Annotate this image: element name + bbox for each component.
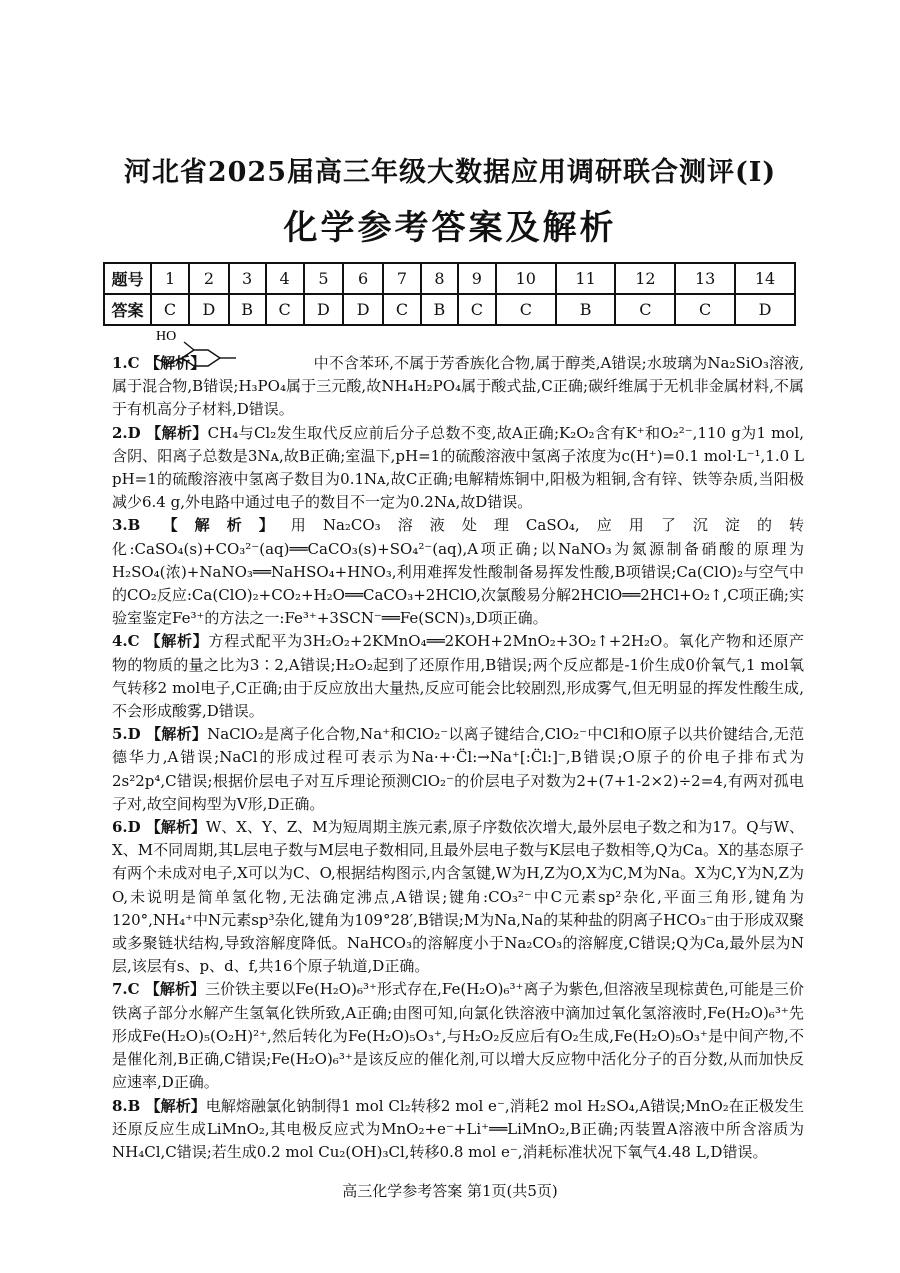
answer-table-number-cell: 5 <box>304 263 344 294</box>
answer-table-answer-cell: C <box>151 294 189 325</box>
molecule-figure <box>112 329 804 366</box>
question-text: 电解熔融氯化钠制得1 mol Cl₂转移2 mol e⁻,消耗2 mol H₂SO₄,A错误;MnO₂在正极发生还原反应生成LiMnO₂,其电极反应式为MnO₂+e⁻+Li⁺══LiMnO₂,B正确;丙装置A溶液中所含溶质为NH₄Cl,C错误;若生成0.2 mol Cu₂(OH)₃Cl,转移0.8 mol e⁻,消耗标准状况下氧气4.48 L,D错误。 <box>112 1096 805 1161</box>
question-explanation <box>112 978 804 1094</box>
question-head: 4.C 【解析】 <box>112 632 209 651</box>
question-text: 三价铁主要以Fe(H₂O)₆³⁺形式存在,Fe(H₂O)₆³⁺离子为紫色,但溶液呈现棕黄色,可能是三价铁离子部分水解产生氢氧化铁所致,A正确;由图可知,向氯化铁溶液中滴加过氧化氢溶液时,Fe(H₂O)₆³⁺先形成Fe(H₂O)₅(O₂H)²⁺,然后转化为Fe(H₂O)₅O₃⁺,与H₂O₂反应后有O₂生成,Fe(H₂O)₅O₃⁺是中间产物,不是催化剂,B正确,C错误;Fe(H₂O)₆³⁺是该反应的催化剂,可以增大反应物中活化分子的百分数,从而加快反应速率,D正确。 <box>112 980 804 1092</box>
document-subtitle: 化学参考答案及解析 <box>283 208 617 248</box>
answer-table-answer-cell: D <box>735 294 795 325</box>
page-footer: 高三化学参考答案 第1页(共5页) <box>342 1182 558 1200</box>
question-head: 3.B 【解析】 <box>112 516 291 535</box>
answer-table-number-cell: 8 <box>421 263 458 294</box>
answer-table-answer-cell: C <box>458 294 496 325</box>
answer-table-number-cell: 6 <box>343 263 383 294</box>
question-explanation <box>112 630 804 723</box>
answer-table-number-cell: 10 <box>496 263 556 294</box>
question-head: 1.C 【解析】 <box>112 354 206 372</box>
answer-table-number-row <box>104 263 795 294</box>
answer-table-answer-cell: C <box>675 294 735 325</box>
question-text: W、X、Y、Z、M为短周期主族元素,原子序数依次增大,最外层电子数之和为17。Q与W、X、M不同周期,其L层电子数与M层电子数相同,且最外层电子数与K层电子数相等,Q为Ca。X的基态原子有两个未成对电子,X可以为C、O,根据结构图示,内含氢键,W为H,Z为O,X为C,M为Na。X为C,Y为N,Z为O,未说明是简单氢化物,无法确定沸点,A错误;键角:CO₃²⁻中C元素sp²杂化,平面三角形,键角为120°,NH₄⁺中N元素sp³杂化,键角为109°28′,B错误;M为Na,Na的某种盐的阴离子HCO₃⁻由于形成双聚或多聚链状结构,导致溶解度降低。NaHCO₃的溶解度小于Na₂CO₃的溶解度,C错误;Q为Ca,最外层为N层,该层有s、p、d、f,共16个原子轨道,D正确。 <box>112 818 805 976</box>
question-head: 2.D 【解析】 <box>112 423 208 442</box>
question-list <box>112 352 804 1164</box>
question-text: NaClO₂是离子化合物,Na⁺和ClO₂⁻以离子键结合,ClO₂⁻中Cl和O原子以共价键结合,无范德华力,A错误;NaCl的形成过程可表示为Na·+·C̈l:→Na⁺[:C̈l:]⁻,B错误;O原子的价电子排布式为2s²2p⁴,C错误;根据价层电子对互斥理论预测ClO₂⁻的价层电子对数为2+(7+1-2×2)÷2=4,有两对孤电子对,故空间构型为V形,D正确。 <box>112 725 805 813</box>
answer-table-number-cell: 9 <box>458 263 496 294</box>
molecule-label: HO <box>156 329 177 344</box>
answer-table-number-cell: 14 <box>735 263 795 294</box>
question-explanation <box>112 514 804 630</box>
question-text: 中不含苯环,不属于芳香族化合物,属于醇类,A错误;水玻璃为Na₂SiO₃溶液,属于混合物,B错误;H₃PO₄属于三元酸,故NH₄H₂PO₄属于酸式盐,C正确;碳纤维属于无机非金属材料,不属于有机高分子材料,D错误。 <box>112 354 804 419</box>
answer-table-number-cell: 3 <box>229 263 266 294</box>
question-explanation <box>112 1095 804 1165</box>
question-head: 7.C 【解析】 <box>112 980 206 999</box>
answer-table-answer-cell: C <box>383 294 421 325</box>
answer-table-answer-row <box>104 294 795 325</box>
question-text: 方程式配平为3H₂O₂+2KMnO₄══2KOH+2MnO₂+3O₂↑+2H₂O。氧化产物和还原产物的物质的量之比为3∶2,A错误;H₂O₂起到了还原作用,B错误;两个反应都是-1价生成0价氧气,1 mol氧气转移2 mol电子,C正确;由于反应放出大量热,反应可能会比较剧烈,形成雾气,但无明显的挥发性酸生成,不会形成酸雾,D错误。 <box>112 632 804 721</box>
question-explanation <box>112 723 804 816</box>
answer-table-number-cell: 11 <box>556 263 616 294</box>
answer-table-answer-cell: D <box>304 294 344 325</box>
answer-table-answer-cell: C <box>496 294 556 325</box>
answer-table-number-cell: 13 <box>675 263 735 294</box>
explanations <box>112 329 805 1164</box>
question-head: 6.D 【解析】 <box>112 818 206 837</box>
question-explanation <box>112 422 804 515</box>
question-text: 用Na₂CO₃溶液处理CaSO₄,应用了沉淀的转化:CaSO₄(s)+CO₃²⁻(aq)══CaCO₃(s)+SO₄²⁻(aq),A项正确;以NaNO₃为氮源制备硝酸的原理为H₂SO₄(浓)+NaNO₃══NaHSO₄+HNO₃,利用难挥发性酸制备易挥发性酸,B项错误;Ca(ClO)₂与空气中的CO₂反应:Ca(ClO)₂+CO₂+H₂O══CaCO₃+2HClO,次氯酸易分解2HClO══2HCl+O₂↑,C项正确;实验室鉴定Fe³⁺的方法之一:Fe³⁺+3SCN⁻══Fe(SCN)₃,D项正确。 <box>112 516 804 628</box>
answer-table-answer-cell: D <box>189 294 229 325</box>
answer-table-number-label: 题号 <box>104 263 151 294</box>
answer-table-number-cell: 1 <box>151 263 189 294</box>
answer-table-answer-cell: D <box>343 294 383 325</box>
question-head: 5.D 【解析】 <box>112 725 208 744</box>
answer-table-number-cell: 12 <box>615 263 675 294</box>
answer-table-number-cell: 2 <box>189 263 229 294</box>
answer-table-answer-cell: C <box>266 294 304 325</box>
answer-table-number-cell: 7 <box>383 263 421 294</box>
answer-table <box>103 262 796 326</box>
answer-table-answer-cell: B <box>421 294 458 325</box>
answer-table-number-cell: 4 <box>266 263 304 294</box>
question-text: CH₄与Cl₂发生取代反应前后分子总数不变,故A正确;K₂O₂含有K⁺和O₂²⁻,110 g为1 mol,含阴、阳离子总数是3Nᴀ,故B正确;室温下,pH=1的硫酸溶液中氢离子浓度为c(H⁺)=0.1 mol·L⁻¹,1.0 L pH=1的硫酸溶液中氢离子数目为0.1Nᴀ,故C正确;电解精炼铜中,阳极为粗铜,含有锌、铁等杂质,当阳极减少6.4 g,外电路中通过电子的数目不一定为0.2Nᴀ,故D错误。 <box>112 423 805 512</box>
answer-table-answer-cell: C <box>615 294 675 325</box>
document-title: 河北省2025届高三年级大数据应用调研联合测评(Ⅰ) <box>123 157 777 188</box>
question-explanation <box>112 816 804 978</box>
answer-table-answer-cell: B <box>556 294 616 325</box>
cyclohexanol-structure-icon <box>154 328 274 372</box>
answer-table-answer-cell: B <box>229 294 266 325</box>
answer-table-answer-label: 答案 <box>104 294 151 325</box>
question-head: 8.B 【解析】 <box>112 1096 206 1115</box>
